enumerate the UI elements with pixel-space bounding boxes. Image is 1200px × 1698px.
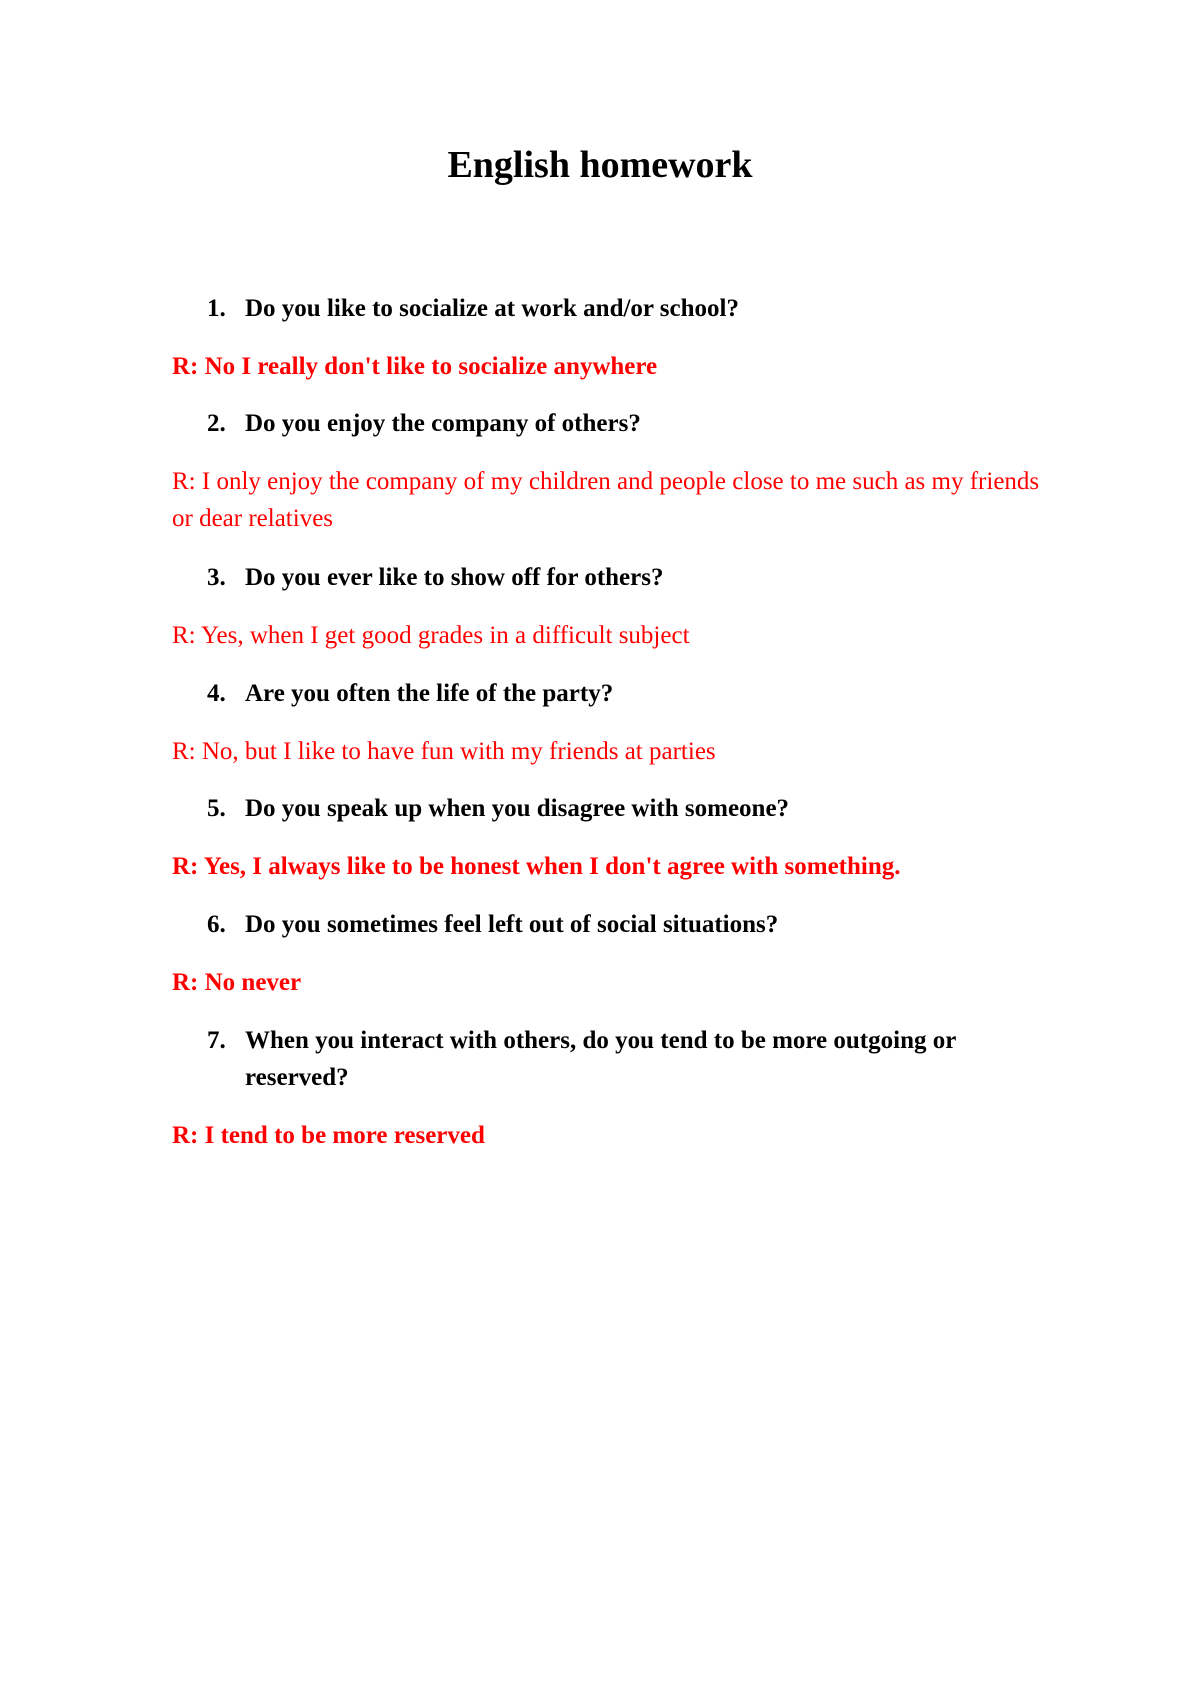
- question-text: Do you sometimes feel left out of social situations?: [245, 911, 779, 938]
- answer-6: R: No never: [172, 969, 302, 996]
- question-7: [207, 1022, 1047, 1096]
- question-number: 1.: [207, 295, 226, 322]
- answer-3: R: Yes, when I get good grades in a difficult subject: [172, 622, 690, 649]
- answer-7: R: I tend to be more reserved: [172, 1122, 485, 1149]
- question-3: [207, 559, 1047, 596]
- question-text: Do you ever like to show off for others?: [245, 564, 664, 591]
- question-text: Do you like to socialize at work and/or school?: [245, 295, 739, 322]
- question-text: Do you enjoy the company of others?: [245, 410, 641, 437]
- answer-1: R: No I really don't like to socialize anywhere: [172, 353, 658, 380]
- question-4: [207, 675, 1047, 712]
- question-text: Do you speak up when you disagree with someone?: [245, 795, 790, 822]
- answer-2: R: I only enjoy the company of my children and people close to me such as my friends or dear relatives: [172, 468, 1040, 532]
- question-1: [207, 290, 1047, 327]
- question-text: When you interact with others, do you tend to be more outgoing or reserved?: [245, 1027, 956, 1091]
- question-number: 2.: [207, 410, 226, 437]
- question-number: 7.: [207, 1027, 226, 1054]
- question-number: 5.: [207, 795, 226, 822]
- answer-4: R: No, but I like to have fun with my friends at parties: [172, 738, 716, 765]
- question-2: [207, 405, 1047, 442]
- question-number: 4.: [207, 680, 226, 707]
- page-title: English homework: [447, 144, 753, 186]
- question-text: Are you often the life of the party?: [245, 680, 614, 707]
- question-5: [207, 790, 1047, 827]
- question-number: 3.: [207, 564, 226, 591]
- question-number: 6.: [207, 911, 226, 938]
- answer-5: R: Yes, I always like to be honest when I don't agree with something.: [172, 853, 901, 880]
- question-6: [207, 906, 1047, 943]
